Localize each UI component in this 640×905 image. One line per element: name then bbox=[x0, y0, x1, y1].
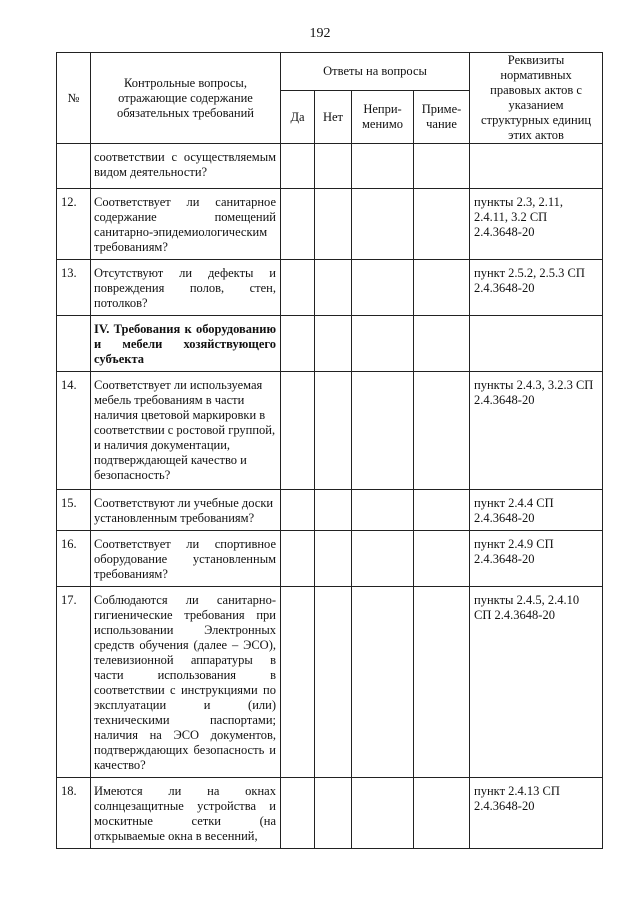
answer-yes-cell bbox=[281, 531, 315, 587]
answer-note-cell bbox=[414, 531, 470, 587]
row-question: Соответствует ли санитарное содержание помещений санитарно-эпидемиологическим требованиям? bbox=[91, 189, 281, 260]
header-num: № bbox=[57, 53, 91, 144]
row-num: 13. bbox=[57, 260, 91, 316]
answer-yes-cell bbox=[281, 778, 315, 849]
table-row bbox=[57, 778, 603, 849]
table-row bbox=[57, 372, 603, 490]
answer-no-cell bbox=[315, 260, 352, 316]
row-num bbox=[57, 316, 91, 372]
row-num: 17. bbox=[57, 587, 91, 778]
row-ref bbox=[470, 144, 603, 189]
table-row bbox=[57, 531, 603, 587]
row-question: Соответствует ли спортивное оборудование установленным требованиям? bbox=[91, 531, 281, 587]
row-ref: пункт 2.5.2, 2.5.3 СП 2.4.3648-20 bbox=[470, 260, 603, 316]
answer-yes-cell bbox=[281, 144, 315, 189]
row-num: 15. bbox=[57, 490, 91, 531]
row-question: Соответствуют ли учебные доски установленным требованиям? bbox=[91, 490, 281, 531]
answer-na-cell bbox=[352, 587, 414, 778]
answer-na-cell bbox=[352, 144, 414, 189]
header-no: Нет bbox=[315, 91, 352, 144]
page-number: 192 bbox=[309, 26, 331, 41]
row-num: 14. bbox=[57, 372, 91, 490]
answer-na-cell bbox=[352, 778, 414, 849]
answer-na-cell bbox=[352, 260, 414, 316]
header-requisites: Реквизиты нормативных правовых актов с указанием структурных единиц этих актов bbox=[470, 53, 603, 144]
answer-yes-cell bbox=[281, 372, 315, 490]
row-ref bbox=[470, 316, 603, 372]
table-row bbox=[57, 260, 603, 316]
table-row bbox=[57, 490, 603, 531]
answer-na-cell bbox=[352, 531, 414, 587]
row-question: Имеются ли на окнах солнцезащитные устройства и москитные сетки (на открываемые окна в весенний, bbox=[91, 778, 281, 849]
answer-yes-cell bbox=[281, 587, 315, 778]
answer-note-cell bbox=[414, 587, 470, 778]
header-not-applicable: Непри-менимо bbox=[352, 91, 414, 144]
header-row bbox=[57, 53, 603, 91]
row-ref: пункты 2.4.5, 2.4.10 СП 2.4.3648-20 bbox=[470, 587, 603, 778]
header-questions: Контрольные вопросы, отражающие содержание обязательных требований bbox=[91, 53, 281, 144]
answer-note-cell bbox=[414, 316, 470, 372]
answer-yes-cell bbox=[281, 316, 315, 372]
answer-note-cell bbox=[414, 144, 470, 189]
answer-note-cell bbox=[414, 189, 470, 260]
answer-no-cell bbox=[315, 490, 352, 531]
row-question: соответствии с осуществляемым видом деятельности? bbox=[91, 144, 281, 189]
checklist-table bbox=[56, 52, 603, 849]
row-num: 12. bbox=[57, 189, 91, 260]
row-question: Соблюдаются ли санитарно-гигиенические требования при использовании Электронных средств обучения (далее – ЭСО), телевизионной аппаратуры в части использования в соответствии с инструкциями по эксплуатации и (или) техническими паспортами; наличия на ЭСО документов, подтверждающих безопасность и качество? bbox=[91, 587, 281, 778]
answer-no-cell bbox=[315, 531, 352, 587]
table-row bbox=[57, 587, 603, 778]
section-row bbox=[57, 316, 603, 372]
table-row bbox=[57, 189, 603, 260]
answer-note-cell bbox=[414, 372, 470, 490]
answer-no-cell bbox=[315, 778, 352, 849]
row-ref: пункты 2.3, 2.11, 2.4.11, 3.2 СП 2.4.3648-20 bbox=[470, 189, 603, 260]
answer-note-cell bbox=[414, 260, 470, 316]
answer-na-cell bbox=[352, 316, 414, 372]
answer-no-cell bbox=[315, 372, 352, 490]
answer-yes-cell bbox=[281, 490, 315, 531]
row-ref: пункты 2.4.3, 3.2.3 СП 2.4.3648-20 bbox=[470, 372, 603, 490]
row-num: 16. bbox=[57, 531, 91, 587]
answer-note-cell bbox=[414, 778, 470, 849]
answer-no-cell bbox=[315, 316, 352, 372]
answer-no-cell bbox=[315, 587, 352, 778]
row-ref: пункт 2.4.9 СП 2.4.3648-20 bbox=[470, 531, 603, 587]
table-row bbox=[57, 144, 603, 189]
answer-na-cell bbox=[352, 372, 414, 490]
answer-yes-cell bbox=[281, 260, 315, 316]
row-ref: пункт 2.4.4 СП 2.4.3648-20 bbox=[470, 490, 603, 531]
answer-yes-cell bbox=[281, 189, 315, 260]
header-note: Приме-чание bbox=[414, 91, 470, 144]
answer-no-cell bbox=[315, 144, 352, 189]
header-answers: Ответы на вопросы bbox=[281, 53, 470, 91]
row-question: Соответствует ли используемая мебель требованиям в части наличия цветовой маркировки в соответствии с ростовой группой, и наличия документации, подтверждающей качество и безопасность? bbox=[91, 372, 281, 490]
row-question: Отсутствуют ли дефекты и повреждения полов, стен, потолков? bbox=[91, 260, 281, 316]
header-yes: Да bbox=[281, 91, 315, 144]
row-num bbox=[57, 144, 91, 189]
section-title: IV. Требования к оборудованию и мебели хозяйствующего субъекта bbox=[91, 316, 281, 372]
answer-na-cell bbox=[352, 189, 414, 260]
row-ref: пункт 2.4.13 СП 2.4.3648-20 bbox=[470, 778, 603, 849]
answer-na-cell bbox=[352, 490, 414, 531]
row-num: 18. bbox=[57, 778, 91, 849]
answer-note-cell bbox=[414, 490, 470, 531]
answer-no-cell bbox=[315, 189, 352, 260]
